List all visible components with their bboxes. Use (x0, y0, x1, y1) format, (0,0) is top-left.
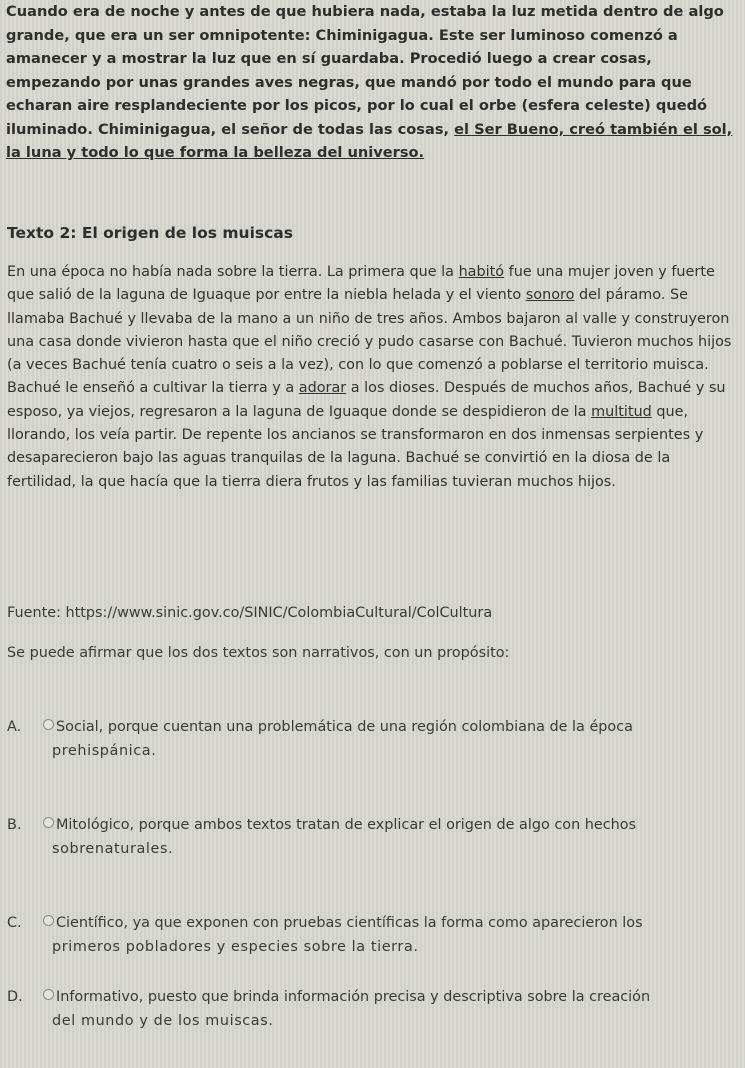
option-a-line2: prehispánica. (52, 743, 157, 759)
option-c-letter: C. (7, 915, 22, 931)
option-a-line1: Social, porque cuentan una problemática de una región colombiana de la época (56, 719, 633, 735)
word-adorar: adorar (298, 380, 347, 397)
option-c-line2: primeros pobladores y especies sobre la tierra. (52, 939, 419, 955)
option-b[interactable] (7, 813, 735, 861)
text2-paragraph (7, 261, 741, 494)
text2-s2: fue una mujer joven y fuerte que salió de la laguna de Iguaque por entre la niebla helada y el viento (7, 264, 715, 304)
option-d-line2: del mundo y de los muiscas. (52, 1013, 274, 1029)
option-a-radio[interactable] (43, 719, 54, 730)
text2-s4: a los dioses. Después de muchos años, Bachué y su esposo, ya viejos, regresaron a la laguna de Iguaque donde se despidieron de la (7, 380, 726, 420)
option-a-letter: A. (7, 719, 22, 735)
text2-s1: En una época no había nada sobre la tierra. La primera que la (7, 264, 459, 280)
word-multitud: multitud (591, 403, 652, 420)
word-sonoro: sonoro (525, 287, 575, 304)
option-b-line2: sobrenaturales. (52, 841, 174, 857)
option-d-letter: D. (7, 989, 23, 1005)
option-c-line1: Científico, ya que exponen con pruebas científicas la forma como aparecieron los (56, 915, 643, 931)
option-d[interactable] (7, 985, 735, 1033)
option-d-radio[interactable] (43, 989, 54, 1000)
option-c-radio[interactable] (43, 915, 54, 926)
text1-underlined: el Ser Bueno, creó también el sol, la luna y todo lo que forma la belleza del universo. (6, 120, 733, 161)
question: Se puede afirmar que los dos textos son narrativos, con un propósito: (7, 645, 510, 661)
text2-title: Texto 2: El origen de los muiscas (7, 224, 293, 242)
text2-s3: del páramo. Se llamaba Bachué y llevaba de la mano a un niño de tres años. Ambos bajaron al valle y construyeron una casa donde vivieron hasta que el niño creció y pudo casarse con Bachué. Tuvieron muchos hijos (a veces Bachué tenía cuatro o seis a la vez), con lo que comenzó a poblarse el territorio muisca. Bachué le enseñó a cultivar la tierra y a (7, 287, 732, 397)
option-b-letter: B. (7, 817, 22, 833)
option-c[interactable] (7, 911, 735, 959)
text1-part1: Cuando era de noche y antes de que hubiera nada, estaba la luz metida dentro de algo grande, que era un ser omnipotente: Chiminigagua. Este ser luminoso comenzó a amanecer y a mostrar la luz que en sí guardaba. Procedió luego a crear cosas, empezando por unas grandes aves negras, que mandó por todo el mundo para que echaran aire resplandeciente por los picos, por lo cual el orbe (esfera celeste) quedó iluminado. Chiminigagua, el señor de todas las cosas, (6, 3, 724, 138)
text1-paragraph (6, 0, 741, 165)
option-a[interactable] (7, 715, 735, 763)
text2-s5: que, llorando, los veía partir. De repente los ancianos se transformaron en dos inmensas serpientes y desaparecieron bajo las aguas tranquilas de la laguna. Bachué se convirtió en la diosa de la fertilidad, la que hacía que la tierra diera frutos y las familias tuvieran muchos hijos. (7, 403, 704, 490)
option-b-line1: Mitológico, porque ambos textos tratan de explicar el origen de algo con hechos (56, 817, 637, 833)
option-d-line1: Informativo, puesto que brinda información precisa y descriptiva sobre la creación (56, 989, 651, 1005)
option-b-radio[interactable] (43, 817, 54, 828)
source-line: Fuente: https://www.sinic.gov.co/SINIC/ColombiaCultural/ColCultura (7, 605, 493, 621)
word-habito: habitó (458, 264, 505, 280)
